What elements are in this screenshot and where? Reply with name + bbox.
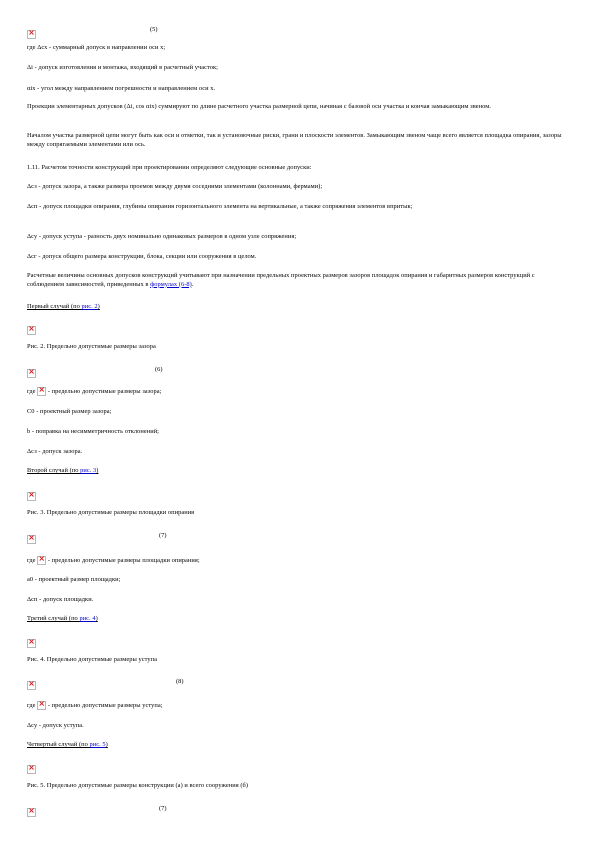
text-line: Δсп - допуск площадки. bbox=[27, 596, 94, 603]
formula-8-image bbox=[27, 676, 36, 694]
text-line: Δсу - допуск уступа. bbox=[27, 722, 84, 729]
case-text: Четвертый случай (по bbox=[27, 741, 90, 748]
case-4-heading bbox=[27, 741, 108, 750]
figure-caption: Рис. 2. Предельно допустимые размеры зазора bbox=[27, 343, 156, 350]
equation-number-6: (6) bbox=[155, 366, 163, 373]
case-text: Второй случай (по bbox=[27, 467, 81, 474]
fig-5-link[interactable]: рис. 5 bbox=[89, 741, 106, 748]
figure-4-image bbox=[27, 634, 36, 652]
figure-2-image bbox=[27, 321, 36, 339]
broken-image-icon bbox=[27, 30, 36, 39]
text-line-rest: - предельно допустимые размеры площадки опирания; bbox=[46, 556, 200, 564]
broken-image-icon bbox=[37, 556, 46, 565]
formula-6-image bbox=[27, 364, 36, 382]
case-text: ) bbox=[95, 615, 98, 622]
text-line bbox=[27, 387, 161, 397]
fig-3-link[interactable]: рис. 3 bbox=[80, 467, 97, 474]
figure-caption: Рис. 5. Предельно допустимые размеры конструкции (а) и всего сооружения (б) bbox=[27, 782, 248, 789]
text-where: где bbox=[27, 556, 38, 564]
case-3-heading bbox=[27, 615, 98, 624]
text-line bbox=[27, 701, 163, 711]
text-line: b - поправка на несимметричность отклонений; bbox=[27, 428, 159, 435]
broken-image-icon bbox=[27, 326, 36, 335]
paragraph-text: Расчетные величины основных допусков конструкций учитывают при назначении предельных проектных размеров зазоров площадок опирания и габаритных размеров конструкций с соблюдением зависимостей, приведенных в bbox=[27, 272, 535, 288]
figure-caption: Рис. 3. Предельно допустимые размеры площадки опирания bbox=[27, 509, 195, 516]
formula-5-image bbox=[27, 25, 36, 43]
text-line-rest: - предельно допустимые размеры зазора; bbox=[46, 387, 162, 395]
paragraph: Δсг - допуск общего размера конструкции, блока, секции или сооружения в целом. bbox=[27, 253, 257, 260]
text-line: Δсз - допуск зазора. bbox=[27, 448, 83, 455]
text-line: Δi - допуск изготовления и монтажа, входящий в расчетный участок; bbox=[27, 64, 218, 71]
figure-caption: Рис. 4. Предельно допустимые размеры уступа bbox=[27, 656, 158, 663]
broken-image-icon bbox=[37, 387, 46, 396]
formulas-6-8-link[interactable]: формулах (6-8) bbox=[150, 280, 192, 288]
text-line bbox=[27, 556, 200, 566]
paragraph-text: . bbox=[191, 280, 194, 288]
equation-number-5: (5) bbox=[150, 26, 158, 33]
case-text: Первый случай (по bbox=[27, 303, 82, 310]
fig-4-link[interactable]: рис. 4 bbox=[79, 615, 96, 622]
paragraph: Δсп - допуск площадки опирания, глубины опирания горизонтального элемента на вертикальные, а также сопряжения элементов впритык; bbox=[27, 203, 413, 210]
figure-5-image bbox=[27, 760, 36, 778]
text-where: где bbox=[27, 701, 38, 709]
broken-image-icon bbox=[27, 535, 36, 544]
broken-image-icon bbox=[27, 639, 36, 648]
paragraph: Δсз - допуск зазора, а также размера проемов между двумя соседними элементами (колоннами, фермами); bbox=[27, 183, 323, 190]
paragraph: Проекции элементарных допусков (Δi, cos αix) суммируют по длине расчетного участка размерной цепи, начиная с базовой оси участка и кончая замыкающим звеном. bbox=[27, 103, 491, 110]
broken-image-icon bbox=[27, 808, 36, 817]
case-text: Третий случай (по bbox=[27, 615, 80, 622]
equation-number-7b: (7) bbox=[159, 805, 167, 812]
paragraph: Δсу - допуск уступа - разность двух номинально одинаковых размеров в одном узле сопряжения; bbox=[27, 233, 297, 240]
text-line: где Δсх - суммарный допуск в направлении оси х; bbox=[27, 44, 166, 51]
formula-7-image bbox=[27, 530, 36, 548]
case-text: ) bbox=[105, 741, 108, 748]
text-line: C0 - проектный размер зазора; bbox=[27, 408, 112, 415]
broken-image-icon bbox=[37, 701, 46, 710]
broken-image-icon bbox=[27, 492, 36, 501]
paragraph: 1.11. Расчетом точности конструкций при проектировании определяют следующие основные допуски: bbox=[27, 164, 312, 171]
text-line-rest: - предельно допустимые размеры уступа; bbox=[46, 701, 163, 709]
paragraph: Началом участка размерной цепи могут быть как оси и отметки, так и установочные риски, грани и плоскости элементов. Замыкающим звеном чаще всего является площадка опирания, зазоры между сопрягаемыми элементами или ось. bbox=[27, 132, 562, 148]
text-line: αix - угол между направлением погрешности и направлением оси х. bbox=[27, 85, 216, 92]
broken-image-icon bbox=[27, 765, 36, 774]
case-1-heading bbox=[27, 303, 100, 312]
figure-3-image bbox=[27, 487, 36, 505]
broken-image-icon bbox=[27, 369, 36, 378]
case-text: ) bbox=[97, 303, 100, 310]
case-text: ) bbox=[96, 467, 99, 474]
equation-number-8: (8) bbox=[176, 678, 184, 685]
text-line: а0 - проектный размер площадки; bbox=[27, 576, 121, 583]
case-2-heading bbox=[27, 467, 98, 476]
equation-number-7: (7) bbox=[159, 532, 167, 539]
paragraph bbox=[27, 272, 567, 289]
fig-2-link[interactable]: рис. 2 bbox=[81, 303, 98, 310]
formula-9-image bbox=[27, 803, 36, 821]
text-where: где bbox=[27, 387, 38, 395]
broken-image-icon bbox=[27, 681, 36, 690]
